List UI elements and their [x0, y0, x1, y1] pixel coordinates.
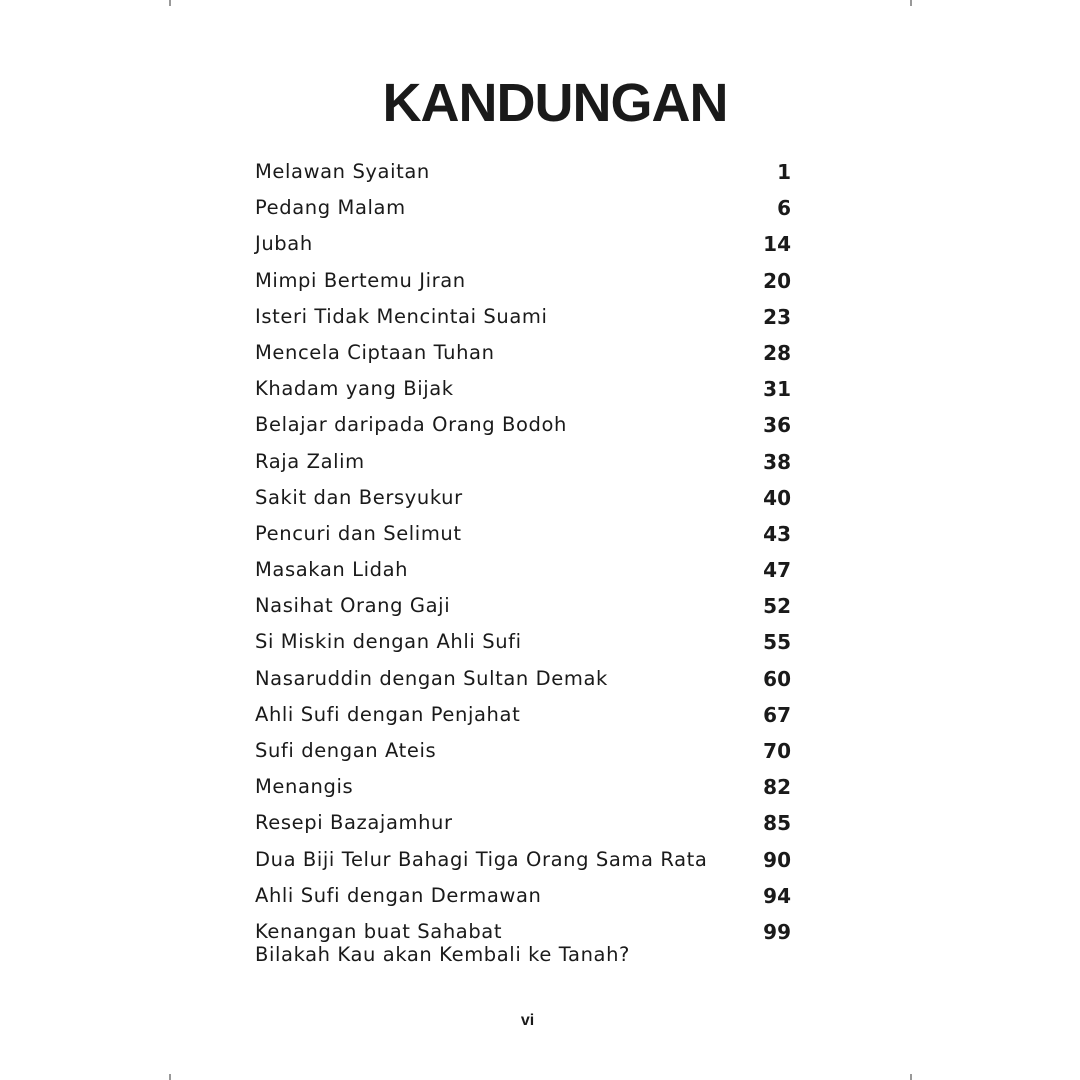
toc-entry-title-line1: Kenangan buat Sahabat [255, 919, 503, 943]
toc-entry-page: 47 [763, 558, 791, 583]
toc-entry-title: Belajar daripada Orang Bodoh [255, 413, 567, 437]
toc-entry-title: Resepi Bazajamhur [255, 811, 453, 835]
toc-entry [255, 626, 791, 662]
toc-entry-page: 85 [763, 811, 791, 836]
toc-entry [255, 771, 791, 807]
toc-entry [255, 699, 791, 735]
toc-entry [255, 554, 791, 590]
toc-entry-title: Pencuri dan Selimut [255, 521, 462, 545]
page-title: KANDUNGAN [382, 73, 728, 133]
toc-entry-page: 55 [763, 630, 791, 655]
toc-entry [255, 735, 791, 771]
crop-mark-top-right [910, 0, 912, 6]
toc-entry-title: Ahli Sufi dengan Dermawan [255, 883, 542, 907]
toc-entry [255, 337, 791, 373]
toc-entry-page: 60 [763, 666, 791, 691]
toc-entry-page: 94 [763, 883, 791, 908]
toc-entry-title: Nasaruddin dengan Sultan Demak [255, 666, 608, 690]
toc-entry-title: Sakit dan Bersyukur [255, 485, 463, 509]
toc-entry-page: 31 [763, 377, 791, 402]
toc-entry-page: 23 [763, 304, 791, 329]
toc-entry-title: Sufi dengan Ateis [255, 739, 437, 762]
toc-entry-page: 36 [763, 413, 791, 438]
toc-entry [255, 409, 791, 445]
toc-entry-page: 6 [777, 196, 791, 221]
toc-entry [255, 228, 791, 264]
table-of-contents [255, 156, 791, 966]
toc-entry-title: Ahli Sufi dengan Penjahat [255, 702, 521, 726]
toc-entry-title: Nasihat Orang Gaji [255, 594, 451, 618]
toc-entry-page: 28 [763, 340, 791, 365]
toc-entry-page: 52 [763, 594, 791, 619]
toc-entry-page: 14 [763, 232, 791, 257]
crop-mark-bottom-left [169, 1074, 171, 1080]
toc-entry-page: 38 [763, 449, 791, 474]
toc-entry [255, 301, 791, 337]
page-number: vi [520, 1012, 535, 1029]
toc-entry-title: Mencela Ciptaan Tuhan [255, 340, 495, 364]
crop-mark-top-left [169, 0, 171, 6]
toc-entry [255, 192, 791, 228]
toc-entry-page: 40 [763, 485, 791, 510]
toc-entry-title: Raja Zalim [255, 449, 365, 473]
toc-entry [255, 880, 791, 916]
toc-entry [255, 590, 791, 626]
toc-entry-page: 90 [763, 847, 791, 872]
toc-entry-title: Masakan Lidah [255, 558, 409, 582]
toc-entry-page: 70 [763, 739, 791, 763]
toc-entry-page: 99 [763, 919, 791, 944]
toc-entry-page: 82 [763, 775, 791, 800]
toc-entry [255, 844, 791, 880]
toc-entry [255, 446, 791, 482]
toc-entry-last [255, 916, 791, 966]
toc-entry-page: 67 [763, 702, 791, 727]
toc-entry-page: 20 [763, 268, 791, 293]
toc-entry-title-line2: Bilakah Kau akan Kembali ke Tanah? [255, 942, 630, 966]
toc-entry-title: Dua Biji Telur Bahagi Tiga Orang Sama Rata [255, 847, 708, 871]
toc-entry-title: Khadam yang Bijak [255, 377, 454, 401]
toc-entry [255, 482, 791, 518]
toc-entry [255, 807, 791, 843]
toc-entry-title: Jubah [255, 232, 313, 256]
toc-entry-title: Si Miskin dengan Ahli Sufi [255, 630, 522, 654]
toc-entry-page: 43 [763, 521, 791, 546]
toc-entry [255, 156, 791, 192]
toc-entry [255, 518, 791, 554]
toc-entry-title: Pedang Malam [255, 196, 406, 220]
toc-entry-page: 1 [777, 160, 791, 184]
toc-entry-title [255, 916, 630, 966]
toc-entry [255, 373, 791, 409]
toc-entry-title: Mimpi Bertemu Jiran [255, 268, 466, 292]
toc-entry-title: Melawan Syaitan [255, 160, 430, 183]
crop-mark-bottom-right [910, 1074, 912, 1080]
toc-entry-title: Isteri Tidak Mencintai Suami [255, 304, 548, 328]
toc-entry [255, 663, 791, 699]
toc-entry [255, 265, 791, 301]
toc-entry-title: Menangis [255, 775, 354, 799]
